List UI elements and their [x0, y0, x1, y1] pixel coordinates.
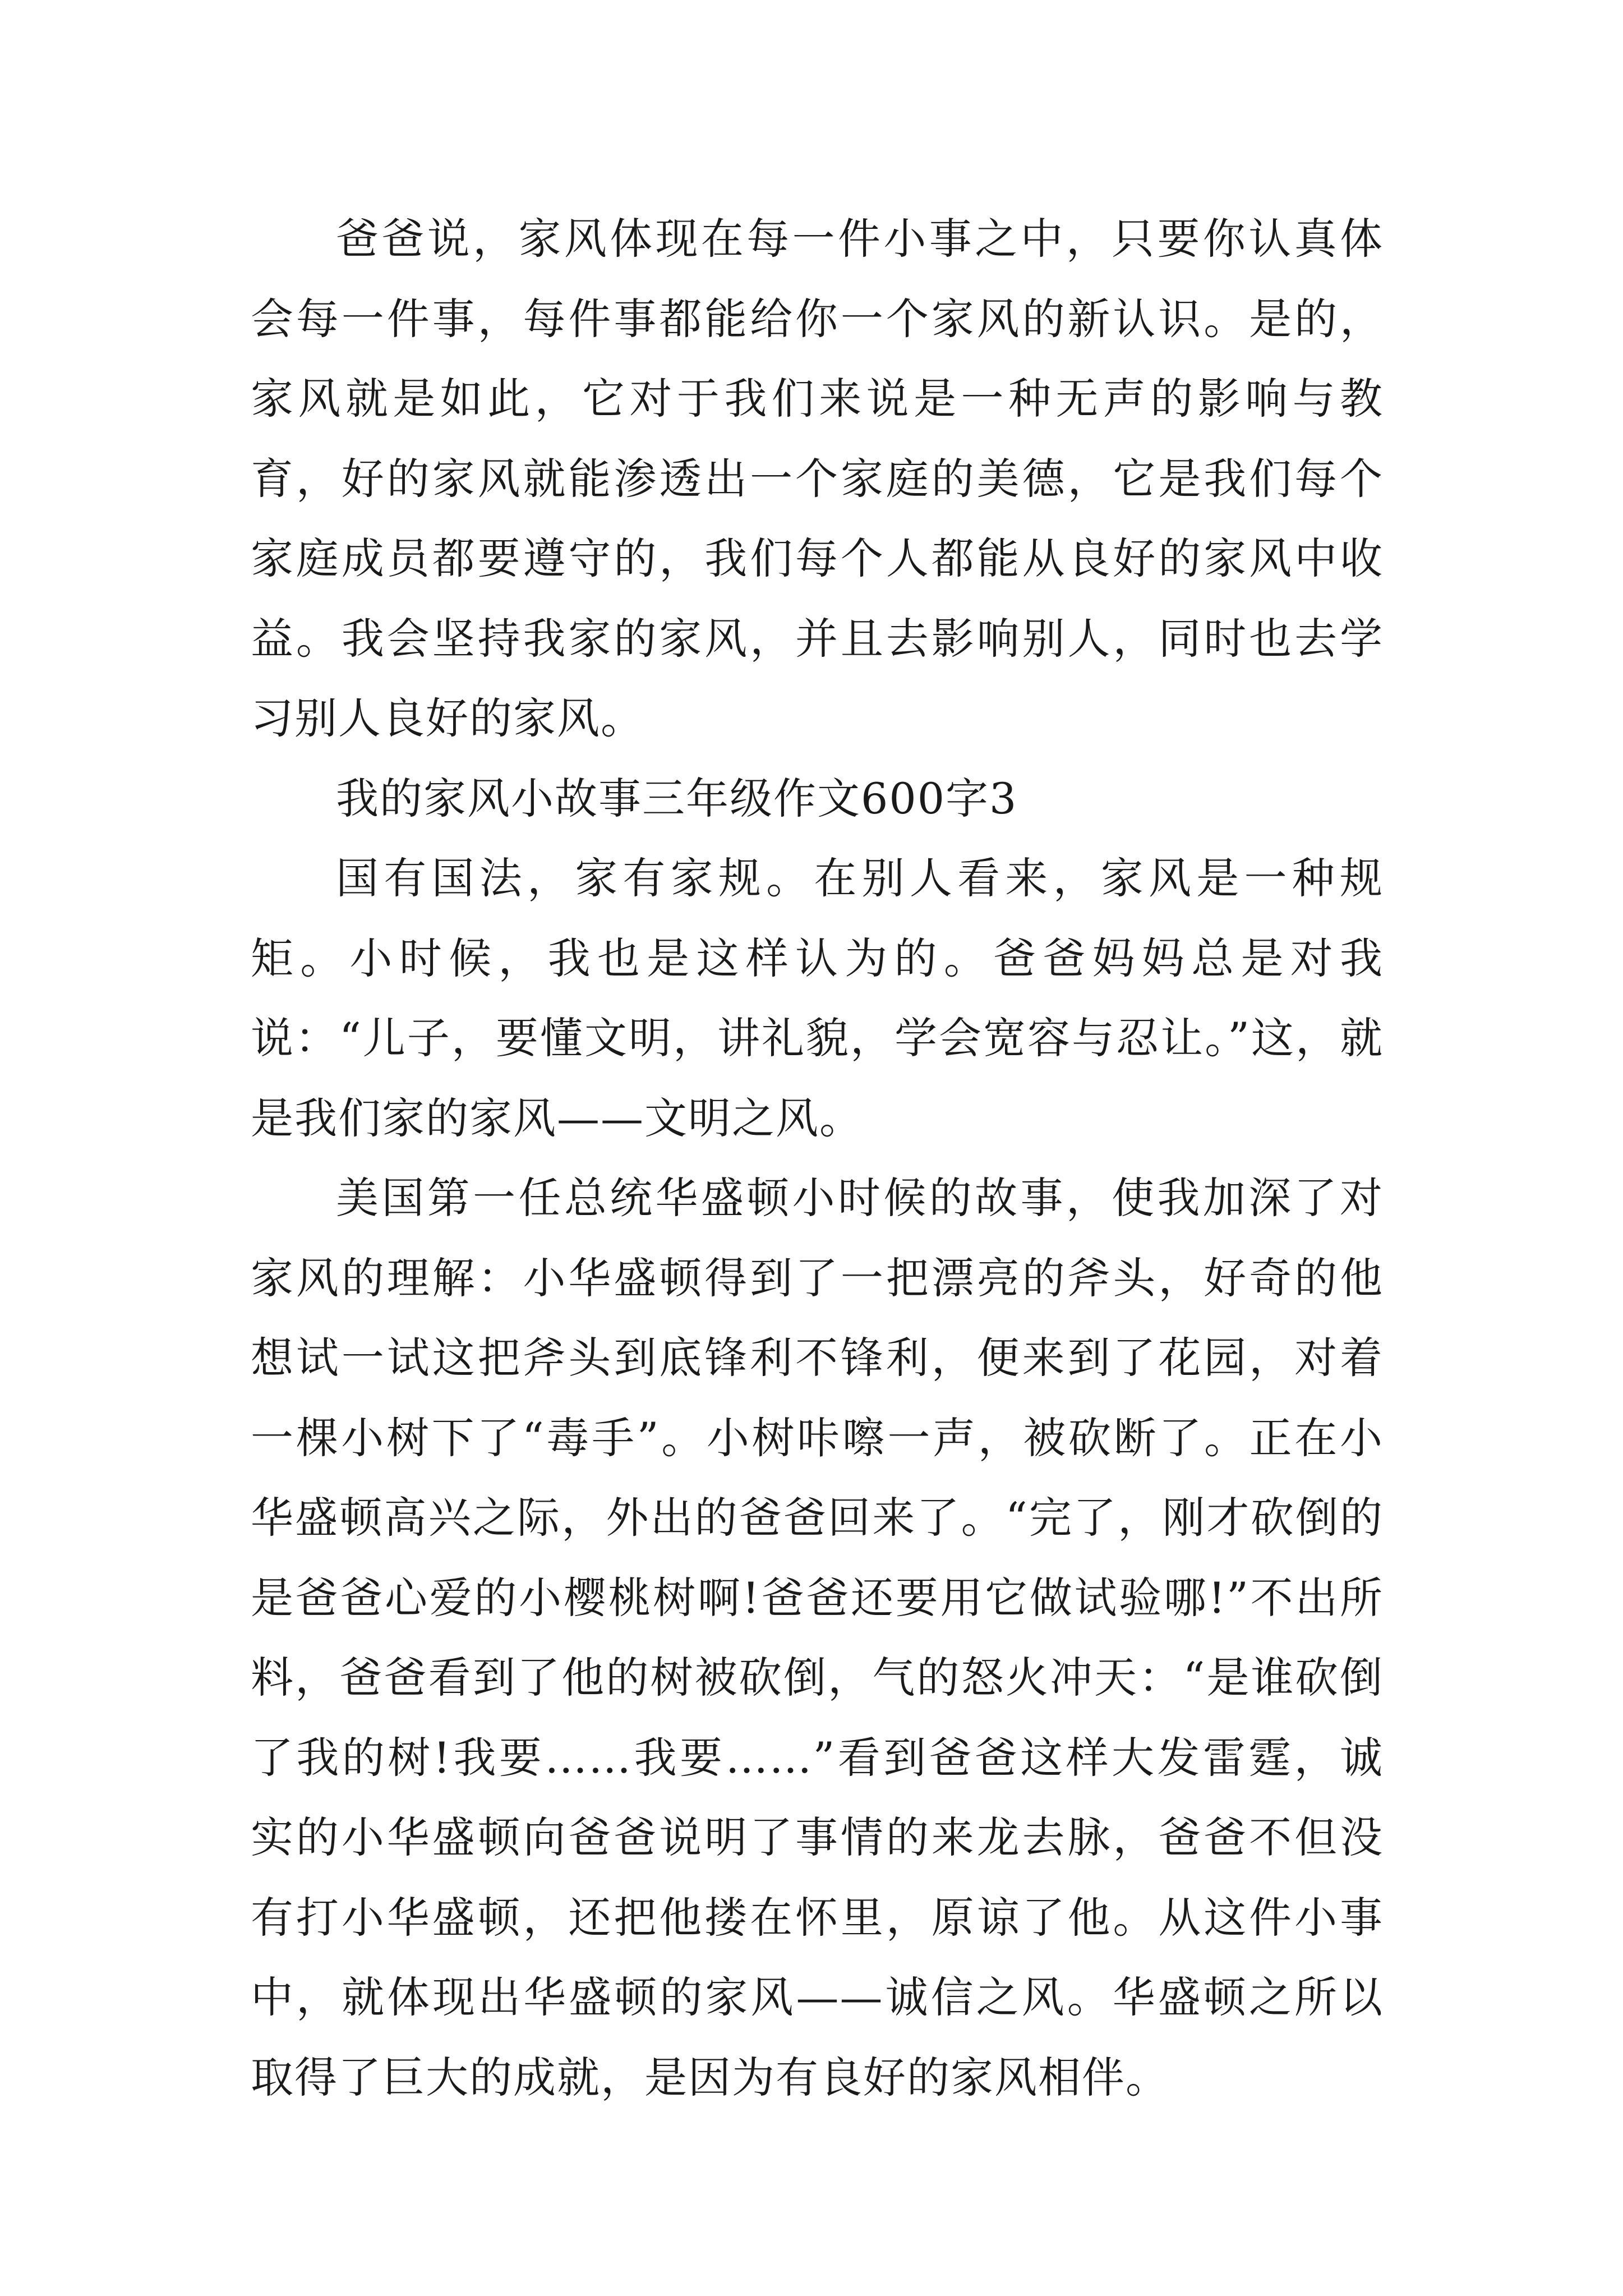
paragraph-intro: 国有国法，家有家规。在别人看来，家风是一种规矩。小时候，我也是这样认为的。爸爸妈妈总是对我说：“儿子，要懂文明，讲礼貌，学会宽容与忍让。”这，就是我们家的家风——文明之风。 — [251, 853, 1384, 1143]
essay-title: 我的家风小故事三年级作文600字3 — [336, 773, 1018, 823]
document-body — [251, 199, 1384, 2118]
paragraph-conclusion: 爸爸说，家风体现在每一件小事之中，只要你认真体会每一件事，每件事都能给你一个家风的新认识。是的，家风就是如此，它对于我们来说是一种无声的影响与教育，好的家风就能渗透出一个家庭的美德，它是我们每个家庭成员都要遵守的，我们每个人都能从良好的家风中收益。我会坚持我家的家风，并且去影响别人，同时也去学习别人良好的家风。 — [251, 214, 1384, 743]
paragraph-washington-story: 美国第一任总统华盛顿小时候的故事，使我加深了对家风的理解：小华盛顿得到了一把漂亮的斧头，好奇的他想试一试这把斧头到底锋利不锋利，便来到了花园，对着一棵小树下了“毒手”。小树咔嚓一声，被砍断了。正在小华盛顿高兴之际，外出的爸爸回来了。“完了，刚才砍倒的是爸爸心爱的小樱桃树啊!爸爸还要用它做试验哪!”不出所料，爸爸看到了他的树被砍倒，气的怒火冲天：“是谁砍倒了我的树!我要……我要……”看到爸爸这样大发雷霆，诚实的小华盛顿向爸爸说明了事情的来龙去脉，爸爸不但没有打小华盛顿，还把他搂在怀里，原谅了他。从这件小事中，就体现出华盛顿的家风——诚信之风。华盛顿之所以取得了巨大的成就，是因为有良好的家风相伴。 — [251, 1173, 1384, 2102]
